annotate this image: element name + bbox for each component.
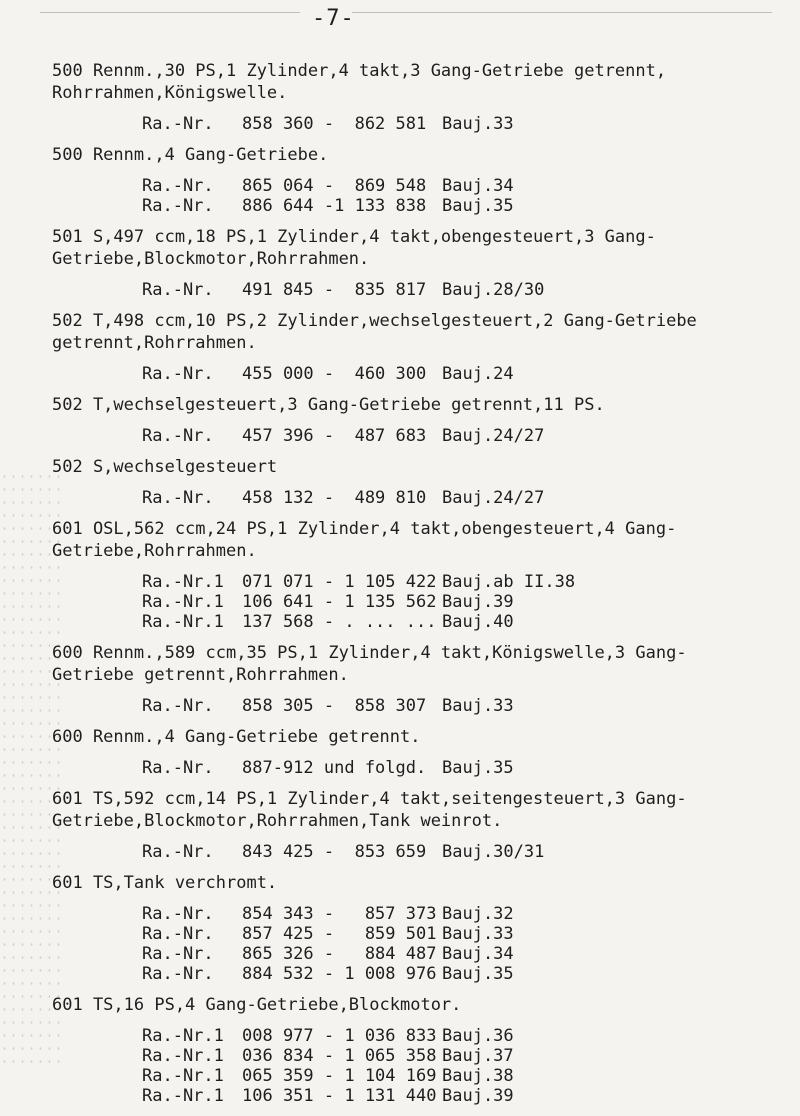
model-entry: [52, 994, 792, 1106]
build-year: Bauj.33: [442, 696, 514, 716]
build-year: Bauj.36: [442, 1026, 514, 1046]
frame-number-list: [142, 758, 792, 778]
top-rule-left: [40, 12, 300, 13]
frame-number-prefix: Ra.-Nr.1: [142, 572, 224, 592]
page-number: -7-: [312, 6, 355, 31]
frame-number-range: 865 326 - 884 487: [242, 944, 437, 964]
frame-number-list: [142, 842, 792, 862]
frame-number-prefix: Ra.-Nr.1: [142, 1066, 224, 1086]
build-year: Bauj.39: [442, 592, 514, 612]
build-year: Bauj.24/27: [442, 488, 545, 508]
frame-number-list: [142, 572, 792, 632]
build-year: Bauj.33: [442, 924, 514, 944]
build-year: Bauj.32: [442, 904, 514, 924]
frame-number-list: [142, 176, 792, 216]
frame-number-range: 886 644 -1 133 838: [242, 196, 427, 216]
frame-number-range: 457 396 - 487 683: [242, 426, 427, 446]
frame-number-prefix: Ra.-Nr.: [142, 114, 214, 134]
frame-number-row: [142, 114, 792, 134]
document-body: [52, 60, 792, 1116]
model-entry: [52, 518, 792, 632]
frame-number-row: [142, 758, 792, 778]
frame-number-prefix: Ra.-Nr.: [142, 488, 214, 508]
frame-number-prefix: Ra.-Nr.1: [142, 612, 224, 632]
model-entry: [52, 310, 792, 384]
frame-number-range: 455 000 - 460 300: [242, 364, 427, 384]
model-description-line: Rohrrahmen,Königswelle.: [52, 83, 288, 103]
build-year: Bauj.34: [442, 944, 514, 964]
build-year: Bauj.39: [442, 1086, 514, 1106]
top-rule-right: [352, 12, 772, 13]
build-year: Bauj.35: [442, 758, 514, 778]
model-description-line: 501 S,497 ccm,18 PS,1 Zylinder,4 takt,obengesteuert,3 Gang-: [52, 227, 656, 247]
frame-number-prefix: Ra.-Nr.1: [142, 1086, 224, 1106]
frame-number-row: [142, 904, 792, 924]
frame-number-list: [142, 426, 792, 446]
frame-number-row: [142, 426, 792, 446]
model-entry: [52, 226, 792, 300]
frame-number-range: 065 359 - 1 104 169: [242, 1066, 437, 1086]
frame-number-row: [142, 572, 792, 592]
frame-number-range: 458 132 - 489 810: [242, 488, 427, 508]
frame-number-prefix: Ra.-Nr.1: [142, 1026, 224, 1046]
frame-number-range: 843 425 - 853 659: [242, 842, 427, 862]
frame-number-list: [142, 364, 792, 384]
build-year: Bauj.24/27: [442, 426, 545, 446]
frame-number-range: 865 064 - 869 548: [242, 176, 427, 196]
model-description-line: 502 T,498 ccm,10 PS,2 Zylinder,wechselgesteuert,2 Gang-Getriebe: [52, 311, 697, 331]
model-entry: [52, 788, 792, 862]
build-year: Bauj.40: [442, 612, 514, 632]
frame-number-prefix: Ra.-Nr.1: [142, 1046, 224, 1066]
frame-number-prefix: Ra.-Nr.: [142, 964, 214, 984]
frame-number-prefix: Ra.-Nr.: [142, 426, 214, 446]
model-entry: [52, 60, 792, 134]
frame-number-row: [142, 612, 792, 632]
build-year: Bauj.34: [442, 176, 514, 196]
frame-number-range: 858 305 - 858 307: [242, 696, 427, 716]
frame-number-prefix: Ra.-Nr.: [142, 842, 214, 862]
frame-number-prefix: Ra.-Nr.: [142, 364, 214, 384]
frame-number-row: [142, 964, 792, 984]
frame-number-list: [142, 696, 792, 716]
model-description-line: 500 Rennm.,4 Gang-Getriebe.: [52, 145, 329, 165]
build-year: Bauj.38: [442, 1066, 514, 1086]
model-description-line: Getriebe,Rohrrahmen.: [52, 541, 257, 561]
model-description-line: Getriebe,Blockmotor,Rohrrahmen,Tank weinrot.: [52, 811, 503, 831]
frame-number-prefix: Ra.-Nr.: [142, 176, 214, 196]
frame-number-list: [142, 280, 792, 300]
scan-specks: [0, 470, 60, 1070]
frame-number-row: [142, 196, 792, 216]
frame-number-row: [142, 1026, 792, 1046]
model-description-line: 600 Rennm.,589 ccm,35 PS,1 Zylinder,4 takt,Königswelle,3 Gang-: [52, 643, 687, 663]
frame-number-range: 008 977 - 1 036 833: [242, 1026, 437, 1046]
model-description-line: 502 T,wechselgesteuert,3 Gang-Getriebe getrennt,11 PS.: [52, 395, 605, 415]
frame-number-range: 106 351 - 1 131 440: [242, 1086, 437, 1106]
frame-number-prefix: Ra.-Nr.: [142, 924, 214, 944]
frame-number-prefix: Ra.-Nr.1: [142, 592, 224, 612]
frame-number-range: 106 641 - 1 135 562: [242, 592, 437, 612]
build-year: Bauj.35: [442, 196, 514, 216]
model-description-line: 600 Rennm.,4 Gang-Getriebe getrennt.: [52, 727, 421, 747]
frame-number-prefix: Ra.-Nr.: [142, 904, 214, 924]
model-description-line: Getriebe,Blockmotor,Rohrrahmen.: [52, 249, 370, 269]
build-year: Bauj.ab II.38: [442, 572, 576, 592]
frame-number-range: 036 834 - 1 065 358: [242, 1046, 437, 1066]
frame-number-row: [142, 364, 792, 384]
build-year: Bauj.37: [442, 1046, 514, 1066]
frame-number-prefix: Ra.-Nr.: [142, 758, 214, 778]
build-year: Bauj.28/30: [442, 280, 545, 300]
model-entry: [52, 872, 792, 984]
frame-number-range: 857 425 - 859 501: [242, 924, 437, 944]
frame-number-range: 858 360 - 862 581: [242, 114, 427, 134]
model-description-line: 601 OSL,562 ccm,24 PS,1 Zylinder,4 takt,obengesteuert,4 Gang-: [52, 519, 677, 539]
frame-number-row: [142, 842, 792, 862]
frame-number-range: 854 343 - 857 373: [242, 904, 437, 924]
model-description-line: 502 S,wechselgesteuert: [52, 457, 278, 477]
frame-number-row: [142, 696, 792, 716]
model-description-line: getrennt,Rohrrahmen.: [52, 333, 257, 353]
model-description-line: 500 Rennm.,30 PS,1 Zylinder,4 takt,3 Gang-Getriebe getrennt,: [52, 61, 667, 81]
model-description-line: 601 TS,16 PS,4 Gang-Getriebe,Blockmotor.: [52, 995, 462, 1015]
frame-number-list: [142, 488, 792, 508]
frame-number-row: [142, 924, 792, 944]
frame-number-row: [142, 1086, 792, 1106]
frame-number-range: 137 568 - . ... ...: [242, 612, 437, 632]
frame-number-row: [142, 944, 792, 964]
frame-number-prefix: Ra.-Nr.: [142, 196, 214, 216]
model-entry: [52, 642, 792, 716]
frame-number-list: [142, 904, 792, 984]
build-year: Bauj.24: [442, 364, 514, 384]
build-year: Bauj.33: [442, 114, 514, 134]
frame-number-prefix: Ra.-Nr.: [142, 696, 214, 716]
model-entry: [52, 456, 792, 508]
frame-number-row: [142, 280, 792, 300]
frame-number-range: 887-912 und folgd.: [242, 758, 427, 778]
frame-number-prefix: Ra.-Nr.: [142, 944, 214, 964]
frame-number-row: [142, 488, 792, 508]
frame-number-range: 884 532 - 1 008 976: [242, 964, 437, 984]
model-entry: [52, 144, 792, 216]
frame-number-range: 491 845 - 835 817: [242, 280, 427, 300]
frame-number-row: [142, 1066, 792, 1086]
frame-number-range: 071 071 - 1 105 422: [242, 572, 437, 592]
model-description-line: Getriebe getrennt,Rohrrahmen.: [52, 665, 349, 685]
build-year: Bauj.35: [442, 964, 514, 984]
frame-number-row: [142, 1046, 792, 1066]
model-entry: [52, 394, 792, 446]
frame-number-list: [142, 114, 792, 134]
frame-number-row: [142, 176, 792, 196]
model-description-line: 601 TS,592 ccm,14 PS,1 Zylinder,4 takt,seitengesteuert,3 Gang-: [52, 789, 687, 809]
frame-number-list: [142, 1026, 792, 1106]
frame-number-prefix: Ra.-Nr.: [142, 280, 214, 300]
model-entry: [52, 726, 792, 778]
model-description-line: 601 TS,Tank verchromt.: [52, 873, 278, 893]
frame-number-row: [142, 592, 792, 612]
build-year: Bauj.30/31: [442, 842, 545, 862]
